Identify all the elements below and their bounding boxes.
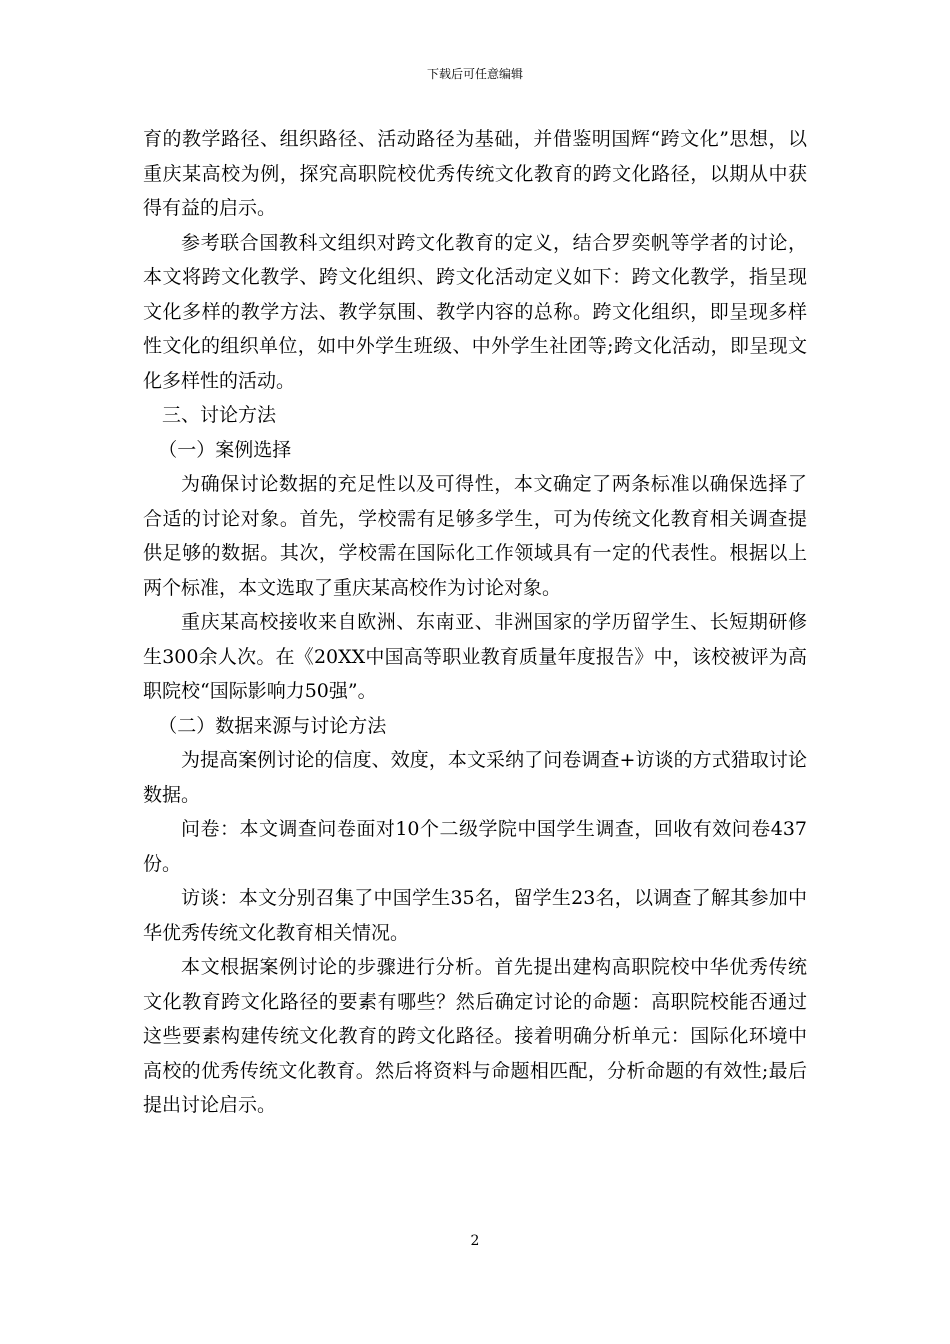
paragraph-interview: 访谈：本文分别召集了中国学生35名，留学生23名，以调查了解其参加中华优秀传统文化教育相关情况。 [143,887,807,944]
page-number: 2 [470,1233,480,1249]
paragraph-data-method: 为提高案例讨论的信度、效度，本文采纳了问卷调查+访谈的方式猎取讨论数据。 [143,749,807,806]
page-header: 下载后可任意编辑 [426,67,523,81]
document-body [143,122,807,1123]
paragraph-school-profile: 重庆某高校接收来自欧洲、东南亚、非洲国家的学历留学生、长短期研修生300余人次。在《20XX中国高等职业教育质量年度报告》中，该校被评为高职院校“国际影响力50强”。 [143,611,807,702]
subsection-heading-data-sources: （二）数据来源与讨论方法 [158,714,387,737]
paragraph-definitions: 参考联合国教科文组织对跨文化教育的定义，结合罗奕帆等学者的讨论，本文将跨文化教学、跨文化组织、跨文化活动定义如下：跨文化教学，指呈现文化多样的教学方法、教学氛围、教学内容的总称。跨文化组织，即呈现多样性文化的组织单位，如中外学生班级、中外学生社团等;跨文化活动，即呈现文化多样性的活动。 [143,231,807,392]
paragraph-selection-criteria: 为确保讨论数据的充足性以及可得性，本文确定了两条标准以确保选择了合适的讨论对象。首先，学校需有足够多学生，可为传统文化教育相关调查提供足够的数据。其次，学校需在国际化工作领域具有一定的代表性。根据以上两个标准，本文选取了重庆某高校作为讨论对象。 [143,473,807,599]
section-heading-methods: 三、讨论方法 [162,404,277,426]
paragraph-analysis-steps: 本文根据案例讨论的步骤进行分析。首先提出建构高职院校中华优秀传统文化教育跨文化路径的要素有哪些？然后确定讨论的命题：高职院校能否通过这些要素构建传统文化教育的跨文化路径。接着明确分析单元：国际化环境中高校的优秀传统文化教育。然后将资料与命题相匹配，分析命题的有效性;最后提出讨论启示。 [143,956,807,1116]
paragraph-questionnaire: 问卷：本文调查问卷面对10个二级学院中国学生调查，回收有效问卷437份。 [143,818,807,875]
paragraph-continuation: 育的教学路径、组织路径、活动路径为基础，并借鉴明国辉“跨文化”思想，以重庆某高校为例，探究高职院校优秀传统文化教育的跨文化路径，以期从中获得有益的启示。 [143,128,807,219]
subsection-heading-case-selection: （一）案例选择 [158,438,292,461]
